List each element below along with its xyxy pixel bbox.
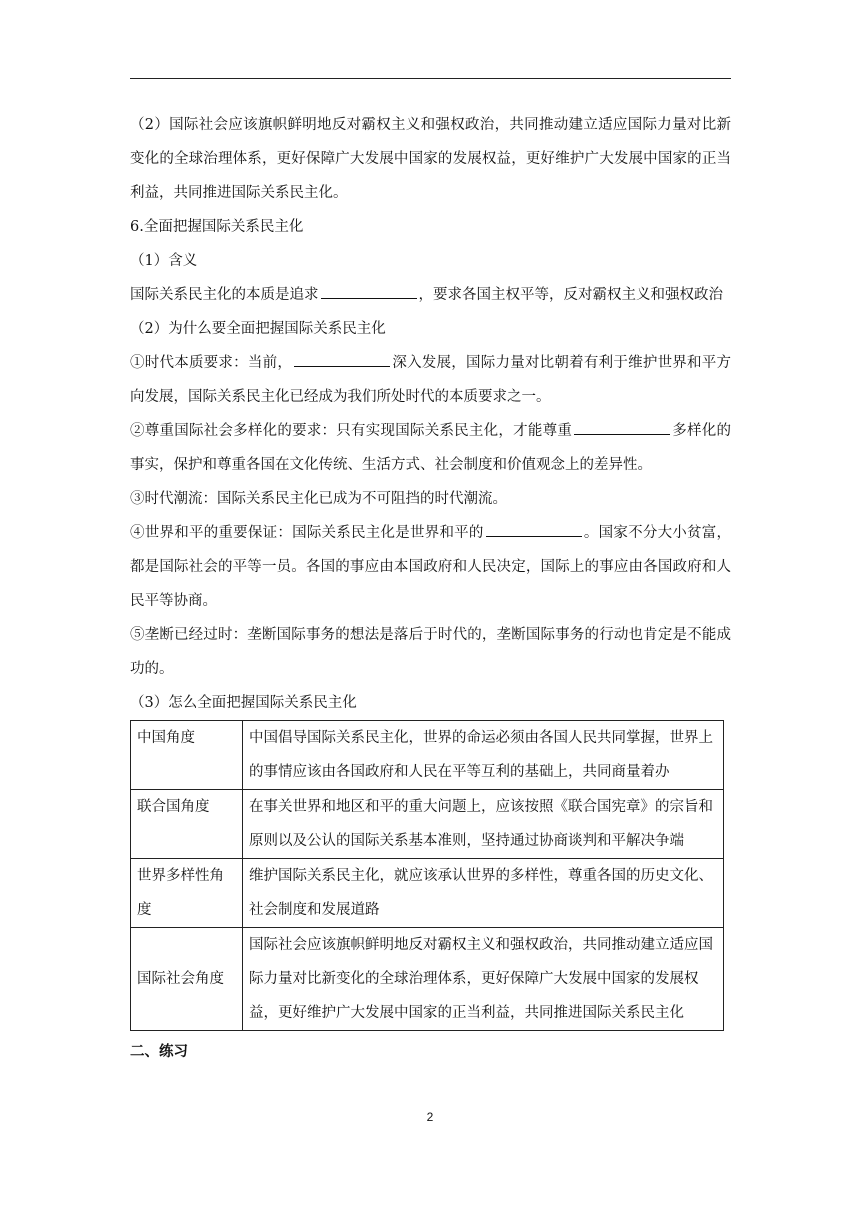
table-cell-text: 维护国际关系民主化，就应该承认世界的多样性，尊重各国的历史文化、社会制度和发展道路	[243, 859, 724, 928]
subheading-meaning: （1）含义	[130, 253, 198, 269]
reason-1-text-b: 深入发展，国际力量对比朝着有利于维护世界和平方向发展，国际关系民主化已经成为我们所处时代的本质要求之一。	[130, 355, 732, 405]
document-body	[130, 108, 731, 1069]
header-rule	[130, 78, 731, 79]
table-cell-text: 国际社会应该旗帜鲜明地反对霸权主义和强权政治，共同推动建立适应国际力量对比新变化的全球治理体系，更好保障广大发展中国家的发展权益，更好维护广大发展中国家的正当利益，共同推进国际关系民主化	[243, 928, 724, 1031]
table-row	[131, 859, 724, 928]
reason-4-text-a: ④世界和平的重要保证：国际关系民主化是世界和平的	[130, 525, 484, 541]
table-row	[131, 790, 724, 859]
table-row	[131, 928, 724, 1031]
reason-3: ③时代潮流：国际关系民主化已成为不可阻挡的时代潮流。	[130, 491, 507, 507]
reason-5: ⑤垄断已经过时：垄断国际事务的想法是落后于时代的，垄断国际事务的行动也肯定是不能成功的。	[130, 627, 731, 677]
angles-table	[130, 720, 724, 1031]
definition-paragraph	[130, 278, 731, 312]
reason-1-text-a: ①时代本质要求：当前，	[130, 355, 293, 371]
page-number: 2	[426, 1110, 434, 1124]
section-heading-practice: 二、练习	[130, 1043, 188, 1060]
fill-blank-1[interactable]	[321, 281, 417, 299]
subheading-why: （2）为什么要全面把握国际关系民主化	[130, 321, 386, 337]
fill-blank-4[interactable]	[486, 519, 582, 537]
table-cell-label: 国际社会角度	[131, 928, 243, 1031]
reason-1	[130, 346, 731, 414]
subheading-how: （3）怎么全面把握国际关系民主化	[130, 695, 357, 711]
table-row	[131, 721, 724, 790]
reason-2-text-b: 多样化的事实，保护和尊重各国在文化传统、生活方式、社会制度和价值观念上的差异性。	[130, 423, 732, 473]
definition-text-a: 国际关系民主化的本质是追求	[130, 287, 319, 303]
reason-4	[130, 516, 731, 618]
table-cell-label: 联合国角度	[131, 790, 243, 859]
definition-text-b: ，要求各国主权平等，反对霸权主义和强权政治	[418, 287, 723, 303]
heading-6: 6.全面把握国际关系民主化	[130, 219, 304, 235]
reason-4-text-b: 。国家不分大小贫富，都是国际社会的平等一员。各国的事应由本国政府和人民决定，国际上的事应由各国政府和人民平等协商。	[130, 525, 732, 609]
reason-2-text-a: ②尊重国际社会多样化的要求：只有实现国际关系民主化，才能尊重	[130, 423, 573, 439]
reason-2	[130, 414, 731, 482]
table-cell-text: 在事关世界和地区和平的重大问题上，应该按照《联合国宪章》的宗旨和原则以及公认的国际关系基本准则，坚持通过协商谈判和平解决争端	[243, 790, 724, 859]
paragraph-international-society: （2）国际社会应该旗帜鲜明地反对霸权主义和强权政治，共同推动建立适应国际力量对比新变化的全球治理体系，更好保障广大发展中国家的发展权益，更好维护广大发展中国家的正当利益，共同推进国际关系民主化。	[130, 117, 731, 201]
table-cell-text: 中国倡导国际关系民主化，世界的命运必须由各国人民共同掌握，世界上的事情应该由各国政府和人民在平等互利的基础上，共同商量着办	[243, 721, 724, 790]
fill-blank-2[interactable]	[294, 349, 390, 367]
table-cell-label: 世界多样性角度	[131, 859, 243, 928]
table-cell-label: 中国角度	[131, 721, 243, 790]
fill-blank-3[interactable]	[574, 417, 670, 435]
